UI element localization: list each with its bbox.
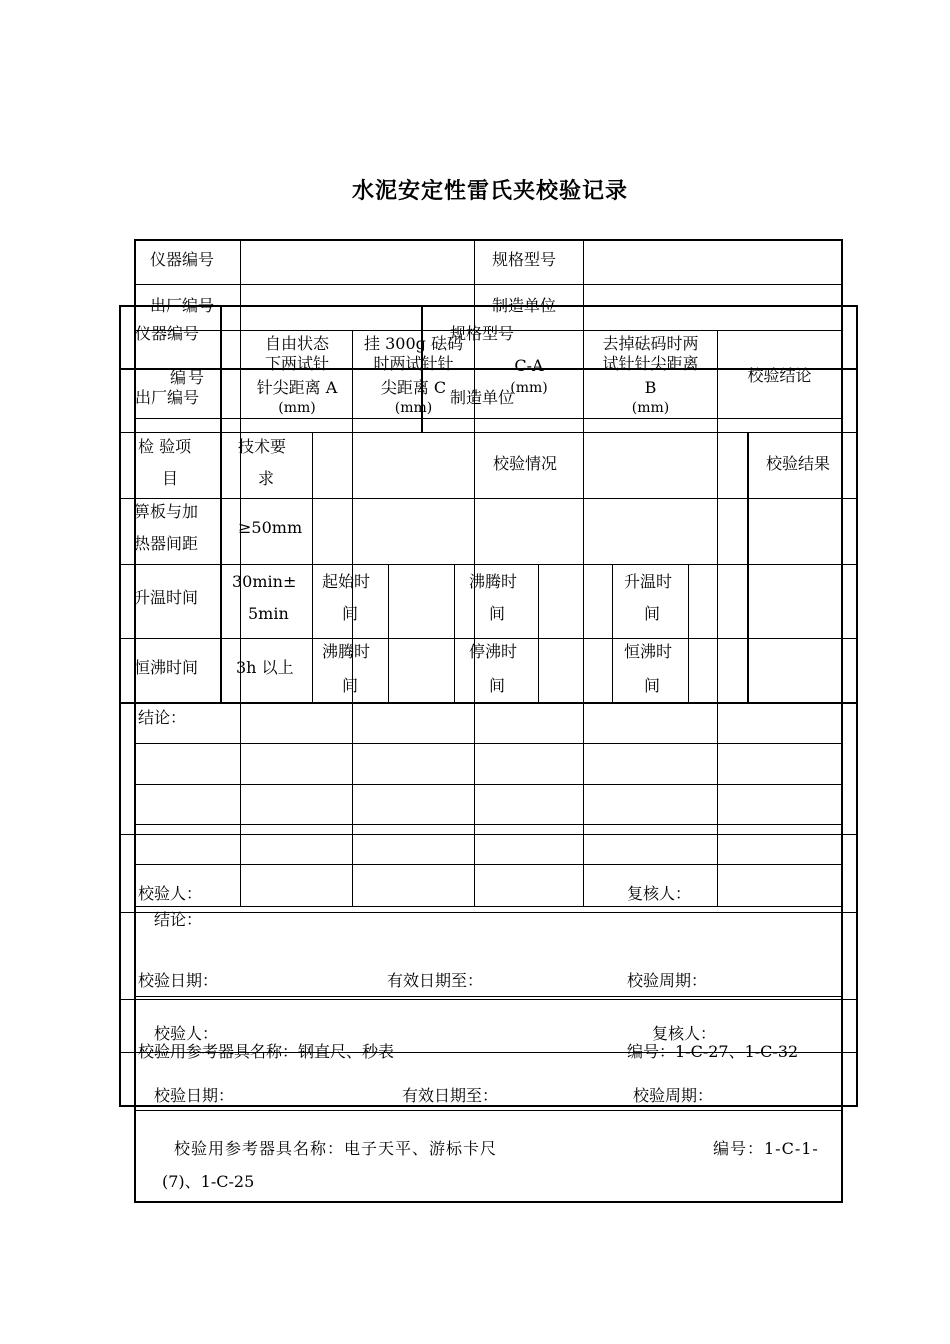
f1-reviewer-label: 复核人： xyxy=(652,1024,717,1043)
f2-manufacturer-label: 制造单位 xyxy=(450,388,515,407)
f1-valid-until-label: 有效日期至： xyxy=(402,1086,499,1105)
f2-row3-c-2: 间 xyxy=(644,676,661,695)
f1-col-b-1: 去掉砝码时两 xyxy=(602,334,699,353)
f2-item-2: 目 xyxy=(162,469,179,488)
f2-reviewer-label: 复核人： xyxy=(627,884,692,903)
f1-factory-no-label: 出厂编号 xyxy=(150,296,215,315)
f2-row1-label-1: 箅板与加 xyxy=(134,502,199,521)
f2-ref-no: 编号：1-C-27、1-C-32 xyxy=(627,1042,799,1061)
f2-row3-label: 恒沸时间 xyxy=(134,658,199,677)
f1-ref-tools: 校验用参考器具名称：电子天平、游标卡尺 xyxy=(174,1139,498,1158)
f2-row3-b-1: 停沸时 xyxy=(469,642,518,661)
f1-model-label: 规格型号 xyxy=(492,250,557,269)
f1-col-b-3: B xyxy=(644,378,657,397)
f1-col-a-1: 自由状态 xyxy=(264,334,329,353)
f2-item-1: 检 验项 xyxy=(138,437,192,456)
f2-row2-c-2: 间 xyxy=(644,604,661,623)
f1-col-ca-1: C-A xyxy=(514,356,544,375)
f2-tech-1: 技术要 xyxy=(238,437,287,456)
f2-ref-tools: 校验用参考器具名称：钢直尺、秒表 xyxy=(138,1042,395,1061)
f2-row2-a-2: 间 xyxy=(342,604,359,623)
f1-col-no-2: 号 xyxy=(188,368,205,387)
f1-col-c-2: 时两试针针 xyxy=(373,354,454,373)
f2-model-label: 规格型号 xyxy=(450,324,515,343)
f2-row1-req: ≥50mm xyxy=(238,518,303,537)
f2-conclusion-label: 结论： xyxy=(138,708,187,727)
f2-row2-c-1: 升温时 xyxy=(624,572,673,591)
f1-col-no-1: 编 xyxy=(170,368,187,387)
f2-status-header: 校验情况 xyxy=(493,454,558,473)
f2-row3-req: 3h 以上 xyxy=(236,658,294,677)
f1-col-c-1: 挂 300g 砝码 xyxy=(364,334,463,353)
f2-row2-label: 升温时间 xyxy=(134,588,199,607)
f1-col-ca-2: (mm) xyxy=(510,380,548,396)
f2-tech-2: 求 xyxy=(258,469,275,488)
f1-col-conclusion: 校验结论 xyxy=(747,366,812,385)
f2-row3-a-2: 间 xyxy=(342,676,359,695)
f2-row2-req-2: 5min xyxy=(248,604,289,623)
f1-instrument-no-label: 仪器编号 xyxy=(150,250,215,269)
f1-col-b-4: (mm) xyxy=(631,400,670,416)
f1-inspector-label: 校验人： xyxy=(154,1024,219,1043)
f2-result-header: 校验结果 xyxy=(766,454,831,473)
f2-date-label: 校验日期： xyxy=(138,971,219,990)
f1-col-a-3: 针尖距离 A xyxy=(256,378,338,397)
f1-ref-no-1: 编号：1-C-1- xyxy=(713,1139,819,1158)
f2-row3-a-1: 沸腾时 xyxy=(322,642,371,661)
f1-col-c-3: 尖距离 C xyxy=(380,378,447,397)
f1-col-a-2: 下两试针 xyxy=(264,354,329,373)
f1-conclusion-label: 结论： xyxy=(154,910,203,929)
f2-row3-b-2: 间 xyxy=(489,676,506,695)
f2-row2-b-2: 间 xyxy=(489,604,506,623)
f1-period-label: 校验周期： xyxy=(633,1086,714,1105)
f2-instrument-no-label: 仪器编号 xyxy=(135,324,200,343)
f1-ref-no-2: (7)、1-C-25 xyxy=(162,1172,255,1191)
page-title: 水泥安定性雷氏夹校验记录 xyxy=(351,179,628,204)
f1-manufacturer-label: 制造单位 xyxy=(492,296,557,315)
f2-inspector-label: 校验人： xyxy=(138,884,203,903)
f2-factory-no-label: 出厂编号 xyxy=(135,388,200,407)
f1-date-label: 校验日期： xyxy=(154,1086,235,1105)
f2-row2-a-1: 起始时 xyxy=(322,572,371,591)
f1-col-a-4: (mm) xyxy=(278,400,316,416)
f1-col-c-4: (mm) xyxy=(394,400,433,416)
f2-row1-label-2: 热器间距 xyxy=(134,534,199,553)
f2-row3-c-1: 恒沸时 xyxy=(624,642,673,661)
f1-col-b-2: 试针针尖距离 xyxy=(602,354,699,373)
f2-period-label: 校验周期： xyxy=(627,971,708,990)
f2-row2-b-1: 沸腾时 xyxy=(469,572,518,591)
f2-row2-req-1: 30min± xyxy=(232,572,297,591)
f2-valid-until-label: 有效日期至： xyxy=(387,971,484,990)
